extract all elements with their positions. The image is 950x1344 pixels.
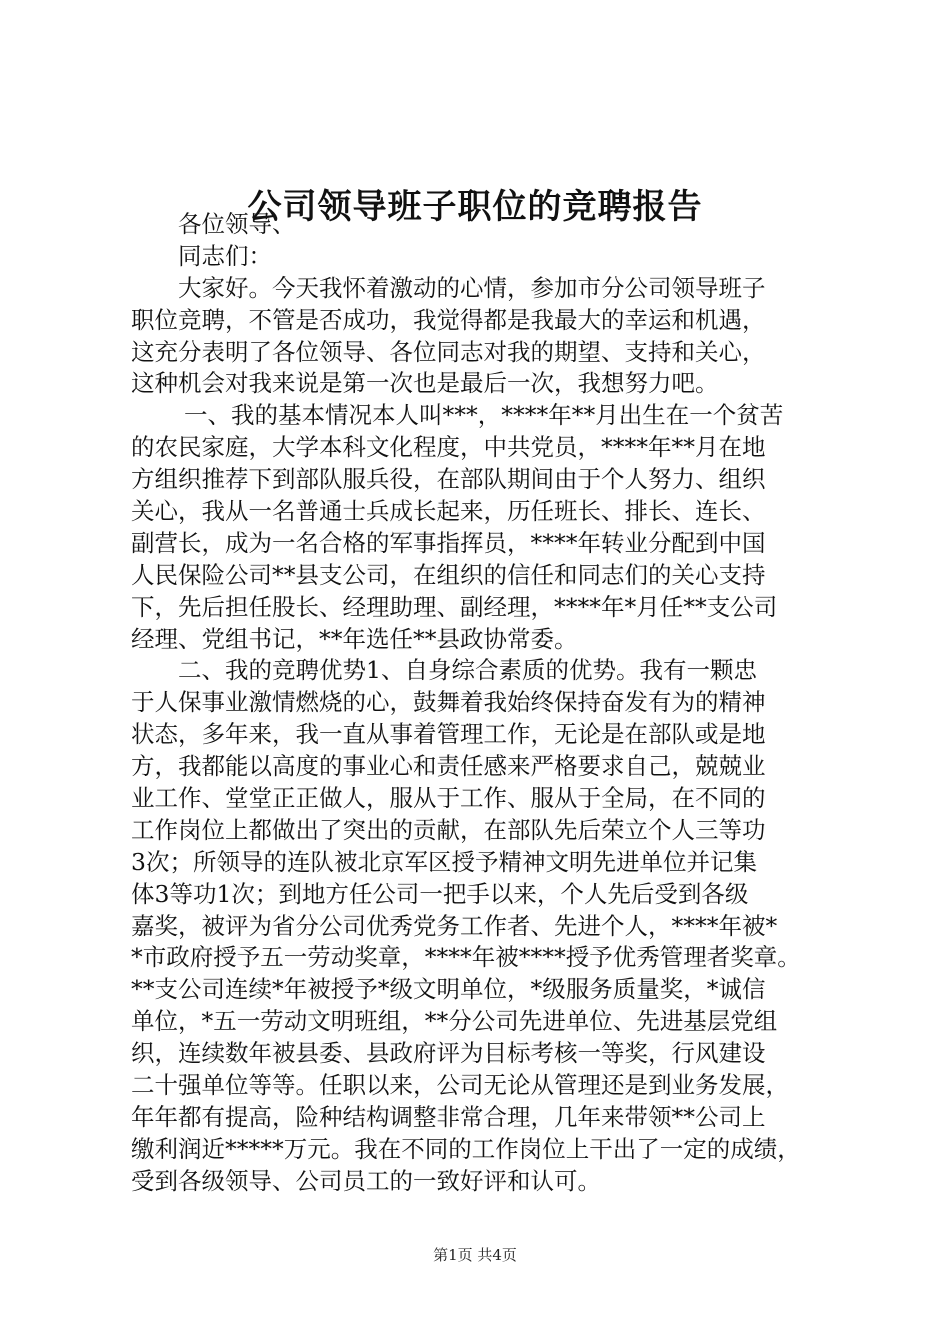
text-line: 人民保险公司**县支公司，在组织的信任和同志们的关心支持 xyxy=(131,560,766,589)
paragraph-opening xyxy=(131,273,827,401)
text-line: 下，先后担任股长、经理助理、副经理，****年*月任**支公司 xyxy=(131,592,778,621)
paragraph-advantages xyxy=(131,655,827,1197)
greeting-line: 同志们： xyxy=(178,241,272,270)
document-body xyxy=(131,209,827,1198)
text-line: 职位竞聘，不管是否成功，我觉得都是我最大的幸运和机遇， xyxy=(131,305,766,334)
text-line: 织，连续数年被县委、县政府评为目标考核一等奖，行风建设 xyxy=(131,1039,766,1068)
text-line: 方，我都能以高度的事业心和责任感来严格要求自己，兢兢业 xyxy=(131,752,766,781)
text-line: 工作岗位上都做出了突出的贡献，在部队先后荣立个人三等功 xyxy=(131,815,766,844)
text-line: *市政府授予五一劳动奖章，****年被****授予优秀管理者奖章。 xyxy=(131,943,801,972)
text-line: 大家好。今天我怀着激动的心情，参加市分公司领导班子 xyxy=(178,273,766,302)
text-line: **支公司连续*年被授予*级文明单位，*级服务质量奖，*诚信 xyxy=(131,975,766,1004)
paragraph-basic-info xyxy=(131,400,827,655)
text-line: 副营长，成为一名合格的军事指挥员，****年转业分配到中国 xyxy=(131,528,766,557)
text-line: 一、我的基本情况本人叫***，****年**月出生在一个贫苦 xyxy=(184,401,784,430)
text-line: 体3等功1次；到地方任公司一把手以来，个人先后受到各级 xyxy=(131,879,749,908)
text-line: 二十强单位等等。任职以来，公司无论从管理还是到业务发展， xyxy=(131,1071,789,1100)
text-line: 方组织推荐下到部队服兵役，在部队期间由于个人努力、组织 xyxy=(131,465,766,494)
text-line: 二、我的竞聘优势1、自身综合素质的优势。我有一颗忠 xyxy=(178,656,757,685)
text-line: 年年都有提高，险种结构调整非常合理，几年来带领**公司上 xyxy=(131,1102,766,1131)
text-line: 关心，我从一名普通士兵成长起来，历任班长、排长、连长、 xyxy=(131,497,766,526)
text-line: 这种机会对我来说是第一次也是最后一次，我想努力吧。 xyxy=(131,369,719,398)
text-line: 单位，*五一劳动文明班组，**分公司先进单位、先进基层党组 xyxy=(131,1007,778,1036)
text-line: 于人保事业激情燃烧的心，鼓舞着我始终保持奋发有为的精神 xyxy=(131,688,766,717)
text-line: 业工作、堂堂正正做人，服从于工作、服从于全局，在不同的 xyxy=(131,784,766,813)
document-title: 公司领导班子职位的竞聘报告 xyxy=(247,187,703,227)
greeting-line: 各位领导、 xyxy=(178,210,296,238)
text-line: 缴利润近*****万元。我在不同的工作岗位上干出了一定的成绩， xyxy=(131,1134,801,1163)
page-number: 第1页 共4页 xyxy=(433,1246,517,1264)
text-line: 经理、党组书记，**年选任**县政协常委。 xyxy=(131,624,578,653)
text-line: 的农民家庭，大学本科文化程度，中共党员，****年**月在地 xyxy=(131,433,766,462)
text-line: 3次；所领导的连队被北京军区授予精神文明先进单位并记集 xyxy=(131,847,757,876)
text-line: 这充分表明了各位领导、各位同志对我的期望、支持和关心， xyxy=(131,337,766,366)
text-line: 受到各级领导、公司员工的一致好评和认可。 xyxy=(131,1166,601,1195)
text-line: 状态，多年来，我一直从事着管理工作，无论是在部队或是地 xyxy=(131,720,766,749)
text-line: 嘉奖，被评为省分公司优秀党务工作者、先进个人，****年被* xyxy=(131,911,778,940)
